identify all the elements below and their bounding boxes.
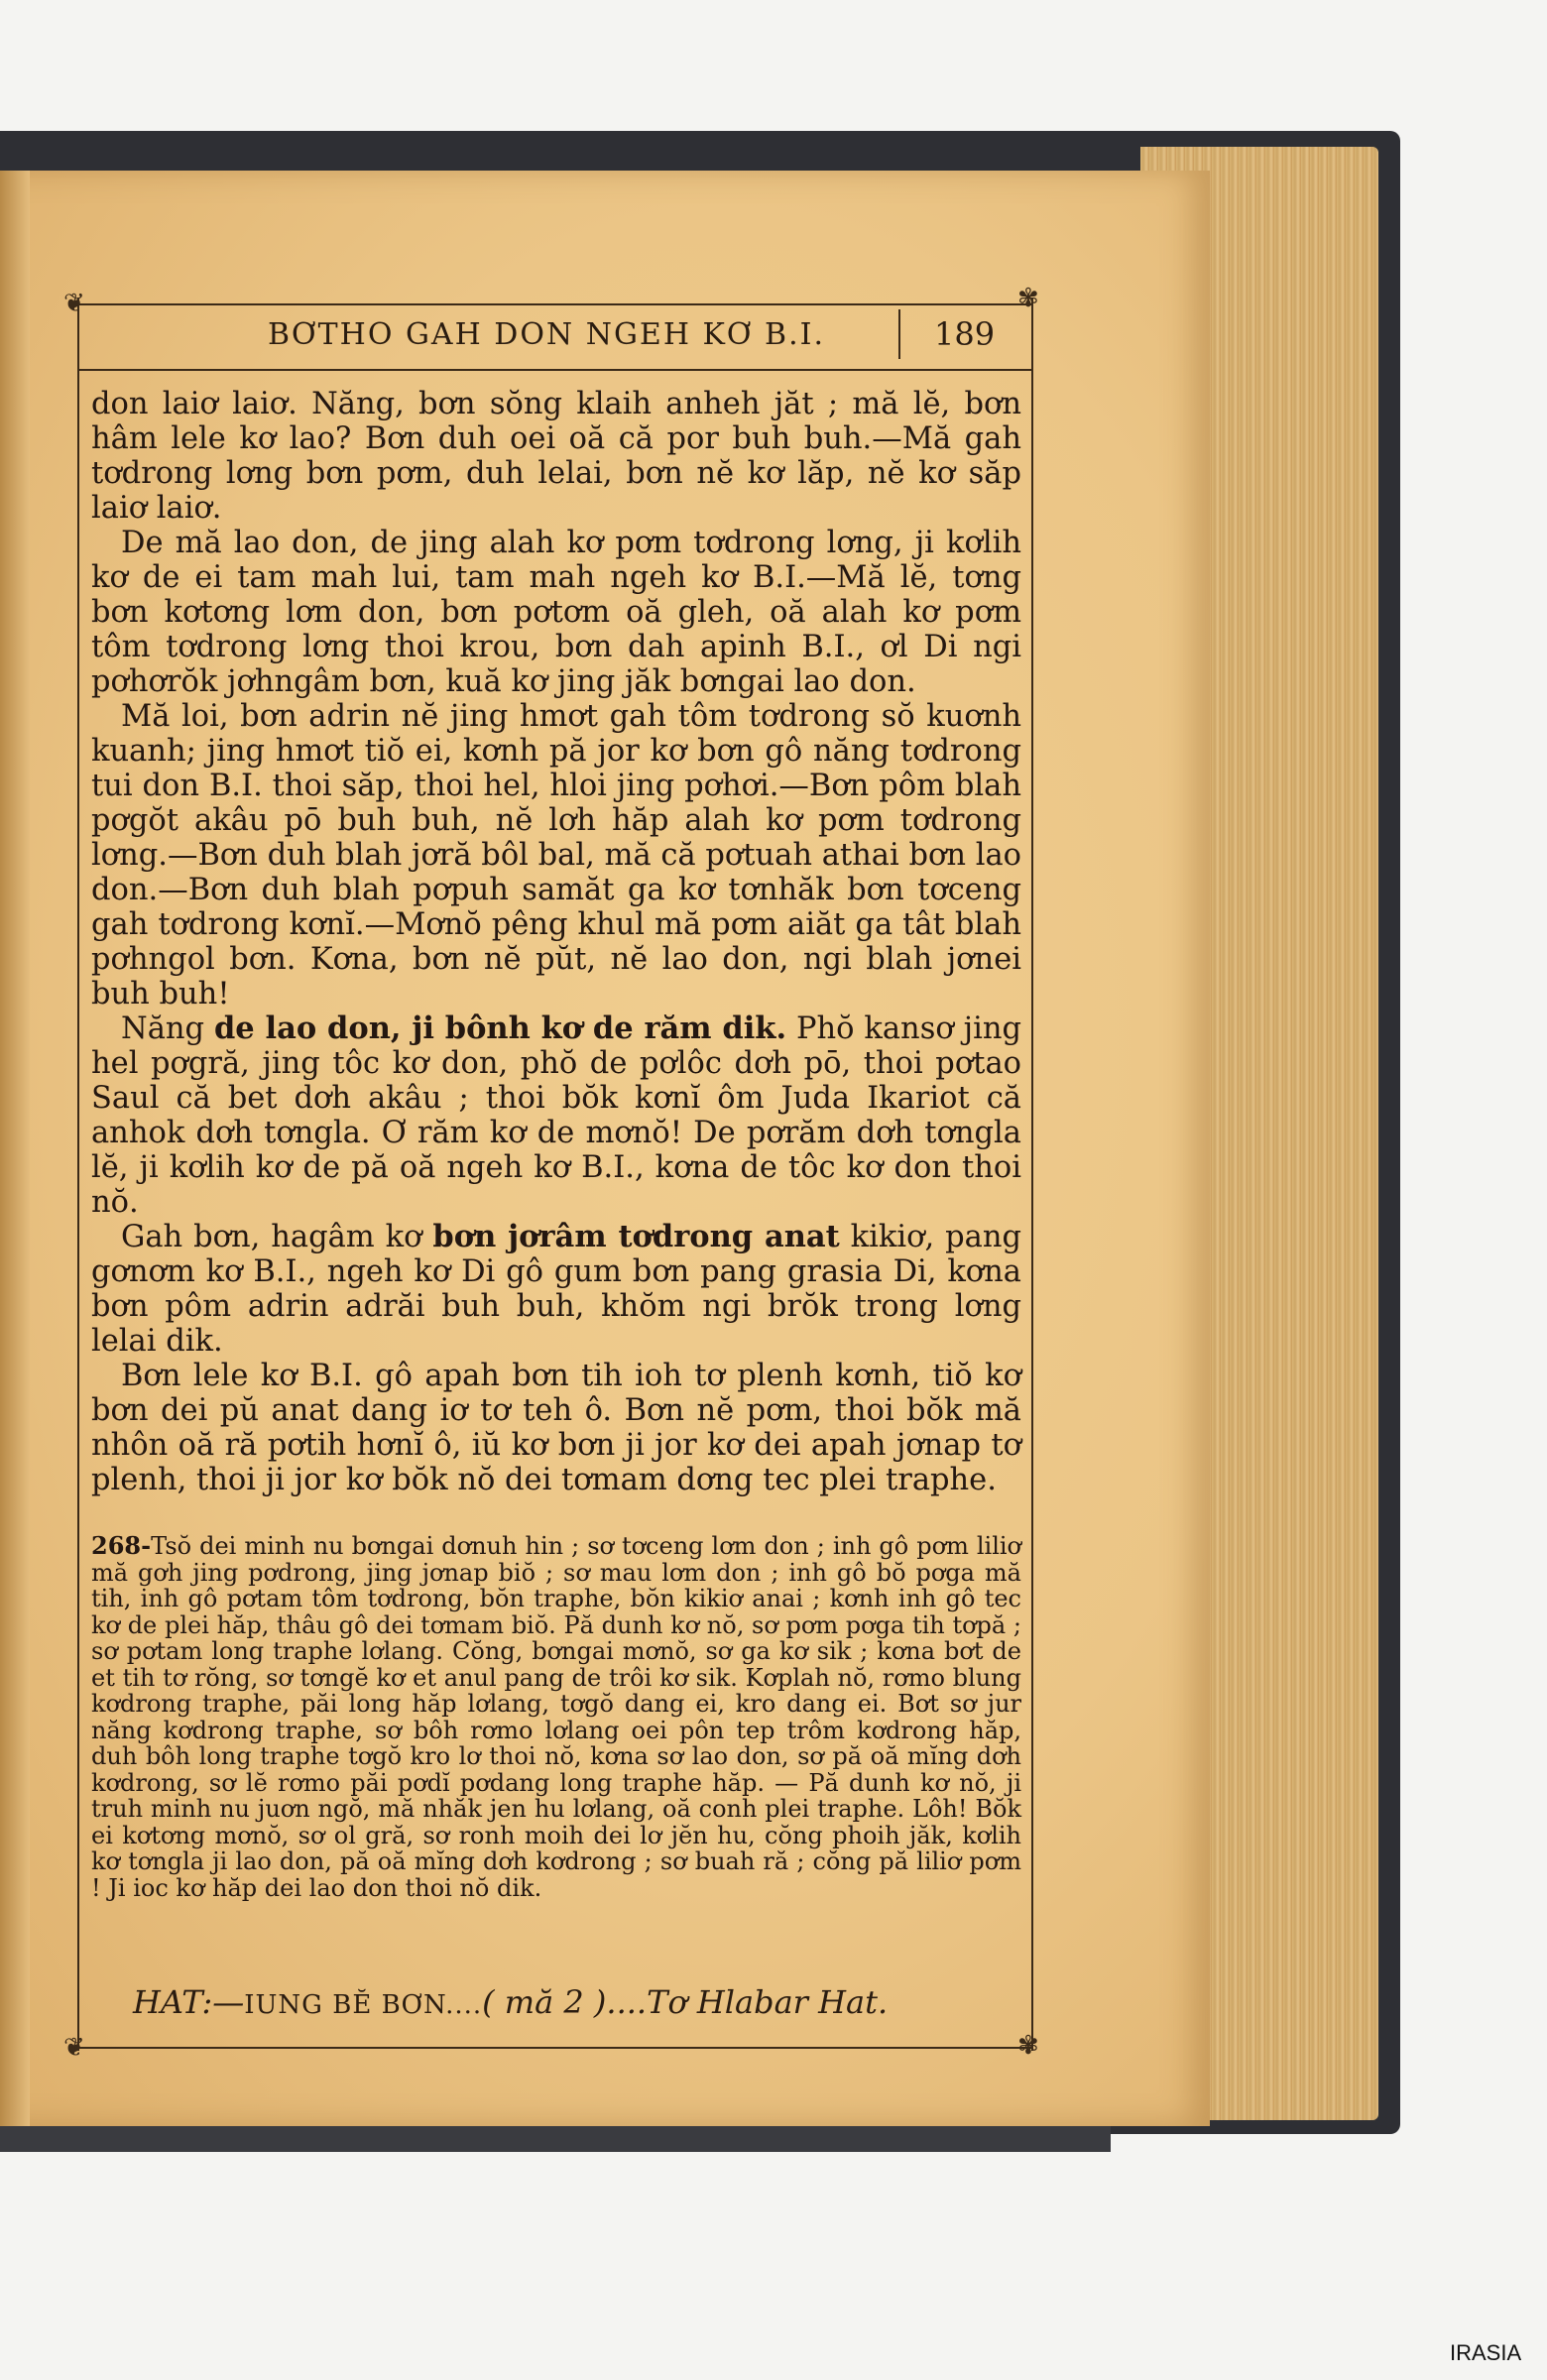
paragraph: Mă loi, bơn adrin nĕ jing hmơt gah tôm tơdrong sŏ kuơnh kuanh; jing hmơt tiŏ ei, kơnh pă jor kơ bơn gô năng tơdrong tui don B.I. thoi săp, thoi hel, hloi jing pơhơi.—Bơn pôm blah pơgŏt akâu pō buh buh, nĕ lơh hăp alah kơ pơm tơdrong lơng.—Bơn duh blah jơră bôl bal, mă că pơtuah athai bơn lao don.—Bơn duh blah pơpuh samăt ga kơ tơnhăk bơn tơceng gah tơdrong kơnĭ.—Mơnŏ pêng khul mă pơm aiăt ga tât blah pơhngol bơn. Kơna, bơn nĕ pŭt, nĕ lao don, ngi blah jơnei buh buh! xyxy=(91,699,1021,1012)
hymn-tune: ( mă 2 ) xyxy=(482,1983,607,2021)
header-divider xyxy=(898,309,900,359)
corner-ornament-icon: ✾ xyxy=(1017,2031,1039,2061)
page-gutter xyxy=(0,171,30,2126)
page-number: 189 xyxy=(934,315,996,353)
watermark: IRASIA xyxy=(1450,2340,1522,2365)
paragraph xyxy=(91,1220,1021,1359)
paragraph-rest: kikiơ, pang gơnơm kơ B.I., ngeh kơ Di gô gum bơn pang grasia Di, kơna bơn pôm adrin adrăi buh buh, khŏm ngi brŏk trong lơng lelai dik. xyxy=(91,1220,1022,1359)
hymn-line xyxy=(133,1983,888,2021)
paragraph: Bơn lele kơ B.I. gô apah bơn tih ioh tơ plenh kơnh, tiŏ kơ bơn dei pŭ anat dang iơ tơ teh ô. Bơn nĕ pơm, thoi bŏk mă nhôn oă ră pơtih hơnĭ ô, iŭ kơ bơn ji jor kơ dei apah jơnap tơ plenh, thoi ji jor kơ bŏk nŏ dei tơmam dơng tec plei traphe. xyxy=(91,1359,1021,1497)
note-number: 268- xyxy=(91,1531,152,1560)
example-note xyxy=(91,1533,1021,1901)
page-header xyxy=(79,309,1029,361)
corner-ornament-icon: ❦ xyxy=(63,2033,85,2063)
paragraph xyxy=(91,1012,1021,1220)
paragraph-lead: Gah bơn, hagâm kơ xyxy=(121,1220,433,1254)
paragraph-lead: Năng xyxy=(121,1012,214,1046)
corner-ornament-icon: ❦ xyxy=(63,289,85,318)
paragraph-emphasis: bơn jơrâm tơdrong anat xyxy=(432,1219,840,1254)
book-cover-bottom xyxy=(0,2122,1111,2152)
header-rule xyxy=(77,369,1031,371)
body-text xyxy=(91,387,1021,1497)
paragraph: De mă lao don, de jing alah kơ pơm tơdrong lơng, ji kơlih kơ de ei tam mah lui, tam mah ngeh kơ B.I.—Mă lĕ, tơng bơn kơtơng lơm don, bơn pơtơm oă gleh, oă alah kơ pơm tôm tơdrong lơng thoi krou, bơn dah apinh B.I., ơl Di ngi pơhơrŏk jơhngâm bơn, kuă kơ jing jăk bơngai lao don. xyxy=(91,526,1021,699)
hymn-dash: — xyxy=(212,1983,245,2021)
bottom-rule xyxy=(77,2047,1031,2049)
hymn-title: IUNG BĔ BƠN.... xyxy=(244,1990,483,2020)
top-rule xyxy=(77,303,1031,305)
hymn-label: HAT: xyxy=(133,1983,213,2021)
running-title: BƠTHO GAH DON NGEH KƠ B.I. xyxy=(268,317,826,352)
paragraph-emphasis: de lao don, ji bônh kơ de răm dik. xyxy=(213,1011,787,1046)
note-text: Tsŏ dei minh nu bơngai dơnuh hin ; sơ tơceng lơm don ; inh gô pơm liliơ mă gơh jing pơdrong, jing jơnap biŏ ; sơ mau lơm don ; inh gô bŏ pơga mă tih, inh gô pơtam tôm tơdrong, bŏn traphe, bŏn kikiơ anai ; kơnh inh gô tec kơ de plei hăp, thâu gô dei tơmam biŏ. Pă dunh kơ nŏ, sơ pơm pơga tih tơpă ; sơ pơtam long traphe lơlang. Cŏng, bơngai mơnŏ, sơ ga kơ sik ; kơna bơt de et tih tơ rŏng, sơ tơngĕ kơ et anul pang de trôi kơ sik. Kơplah nŏ, rơmo blung kơdrong traphe, păi long hăp lơlang, tơgŏ dang ei, kro dang ei. Bơt sơ jur năng kơdrong traphe, sơ bôh rơmo lơlang oei pôn tep trôm kơdrong hăp, duh bôh long traphe tơgŏ kro lơ thoi nŏ, kơna sơ lao don, sơ pă oă mĭng dơh kơdrong, sơ lĕ rơmo păi pơdĭ pơdang long traphe hăp. — Pă dunh kơ nŏ, ji truh minh nu juơn ngŏ, mă nhăk jen hu lơlang, oă conh plei traphe. Lôh! Bŏk ei kơtơng mơnŏ, sơ ol gră, sơ ronh moih dei lơ jĕn hu, cŏng phoih jăk, kơlih kơ tơngla ji lao don, pă oă mĭng dơh kơdrong ; sơ buah ră ; cŏng pă liliơ pơm ! Ji ioc kơ hăp dei lao don thoi nŏ dik. xyxy=(91,1532,1021,1902)
corner-ornament-icon: ✾ xyxy=(1017,284,1039,313)
paragraph-rest: Phŏ kansơ jing hel pơgră, jing tôc kơ don, phŏ de pơlôc dơh pō, thoi pơtao Saul că bet dơh akâu ; thoi bŏk kơnĭ ôm Juda Ikariot că anhok dơh tơngla. Ơ răm kơ de mơnŏ! De pơrăm dơh tơngla lĕ, ji kơlih kơ de pă oă ngeh kơ B.I., kơna de tôc kơ don thoi nŏ. xyxy=(91,1012,1021,1220)
paragraph: don laiơ laiơ. Năng, bơn sŏng klaih anheh jăt ; mă lĕ, bơn hâm lele kơ lao? Bơn duh oei oă că por buh buh.—Mă gah tơdrong lơng bơn pơm, duh lelai, bơn nĕ kơ lăp, nĕ kơ săp laiơ laiơ. xyxy=(91,387,1021,526)
hymn-source: ....Tơ Hlabar Hat. xyxy=(606,1983,889,2021)
